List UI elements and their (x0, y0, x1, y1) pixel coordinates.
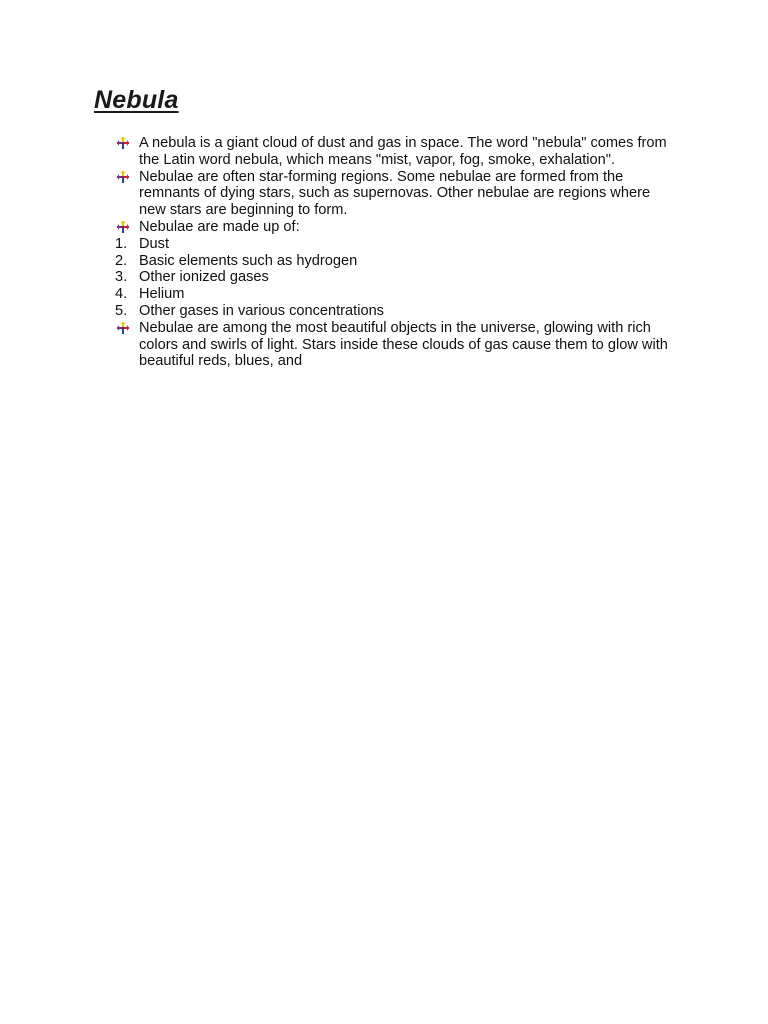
numbered-item (112, 236, 672, 253)
list-number: 2. (115, 252, 128, 269)
bullet-marker (112, 169, 139, 186)
list-number: 5. (115, 302, 128, 319)
list-item-text: Dust (139, 235, 170, 252)
list-item-text: A nebula is a giant cloud of dust and gas in space. The word "nebula" comes from the Latin word nebula, which means "mist, vapor, fog, smoke, exhalation". (139, 135, 667, 168)
number-marker (112, 303, 139, 320)
list-number: 3. (115, 269, 128, 286)
list-item-text: Basic elements such as hydrogen (139, 252, 358, 269)
numbered-item (112, 253, 672, 270)
list-item-text: Nebulae are made up of: (139, 218, 300, 235)
bullet-marker (112, 219, 139, 236)
list-item-text: Nebulae are often star-forming regions. Some nebulae are formed from the remnants of dying stars, such as supernovas. Other nebulae are regions where new stars are beginning to form. (139, 168, 651, 219)
four-color-arrow-bullet-icon (117, 137, 129, 149)
list-item (112, 169, 672, 219)
numbered-item (112, 269, 672, 286)
page-title: Nebula (94, 86, 179, 114)
number-marker (112, 236, 139, 253)
number-marker (112, 269, 139, 286)
list-item-text: Nebulae are among the most beautiful objects in the universe, glowing with rich colors and swirls of light. Stars inside these clouds of gas cause them to glow with beautiful reds, blues, and (139, 319, 668, 370)
list-number: 4. (115, 286, 128, 303)
list-item (112, 320, 672, 370)
list-item-text: Other gases in various concentrations (139, 302, 384, 319)
number-marker (112, 286, 139, 303)
list-item (112, 219, 672, 236)
four-color-arrow-bullet-icon (117, 322, 129, 334)
four-color-arrow-bullet-icon (117, 171, 129, 183)
document-body (112, 135, 672, 370)
numbered-item (112, 286, 672, 303)
number-marker (112, 253, 139, 270)
list-item-text: Helium (139, 286, 185, 303)
list-item (112, 135, 672, 169)
list-item-text: Other ionized gases (139, 269, 269, 286)
four-color-arrow-bullet-icon (117, 221, 129, 233)
bullet-marker (112, 135, 139, 152)
numbered-item (112, 303, 672, 320)
list-number: 1. (115, 235, 128, 252)
bullet-marker (112, 320, 139, 337)
